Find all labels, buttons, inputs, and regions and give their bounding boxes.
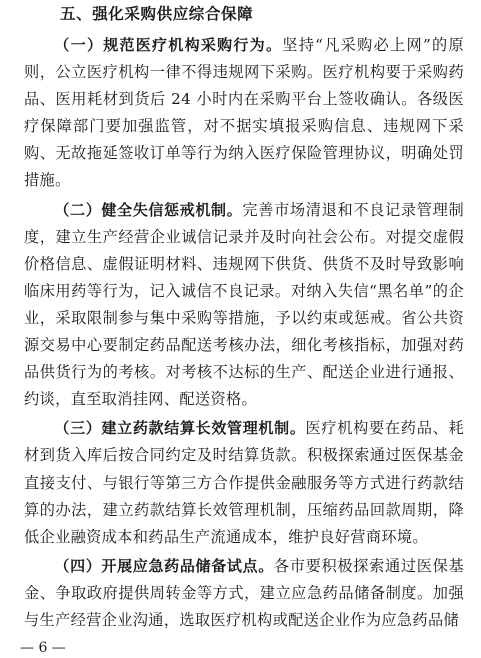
paragraph-payment-settlement [24,415,464,550]
paragraph-title: （四）开展应急药品储备试点。 [54,556,274,575]
page-number: — 6 — [20,640,66,656]
section-heading: 五、强化采购供应综合保障 [60,5,254,23]
paragraph-body: 各市要积极探索通过医保基金、争取政府提供周转金等方式，建立应急药品储备制度。加强与生产经营企业沟通，选取医疗机构或配送企业作为应急药品储 [24,556,465,629]
paragraph-procurement-behavior [24,32,464,195]
paragraph-credit-punishment [24,197,464,414]
paragraph-body: 坚持“凡采购必上网”的原则，公立医疗机构一律不得违规网下采购。医疗机构要于采购药品、医用耗材到货后 24 小时内在采购平台上签收确认。各级医疗保障部门要加强监管，对不据实填报采购信息、违规网下采购、无故拖延签收订单等行为纳入医疗保险管理协议，明确处罚措施。 [24,36,464,190]
paragraph-body: 完善市场清退和不良记录管理制度，建立生产经营企业诚信记录并及时向社会公布。对提交虚假价格信息、虚假证明材料、违规网下供货、供货不及时导致影响临床用药等行为，记入诚信不良记录。对纳入失信“黑名单”的企业，采取限制参与集中采购等措施，予以约束或惩戒。省公共资源交易中心要制定药品配送考核办法，细化考核指标，加强对药品供货行为的考核。对考核不达标的生产、配送企业进行通报、约谈，直至取消挂网、配送资格。 [24,200,464,409]
paragraph-title: （三）建立药款结算长效管理机制。 [54,419,306,438]
paragraph-title: （一）规范医疗机构采购行为。 [54,36,283,54]
paragraph-emergency-reserve [24,553,464,634]
paragraph-body: 医疗机构要在药品、耗材到货入库后按合同约定及时结算货款。积极探索通过医保基金直接支付、与银行等第三方合作提供金融服务等方式进行药款结算的办法，建立药款结算长效管理机制，压缩药品回款周期，降低企业融资成本和药品生产流通成本，维护良好营商环境。 [24,419,464,546]
document-body [24,32,464,636]
paragraph-title: （二）健全失信惩戒机制。 [54,200,243,219]
